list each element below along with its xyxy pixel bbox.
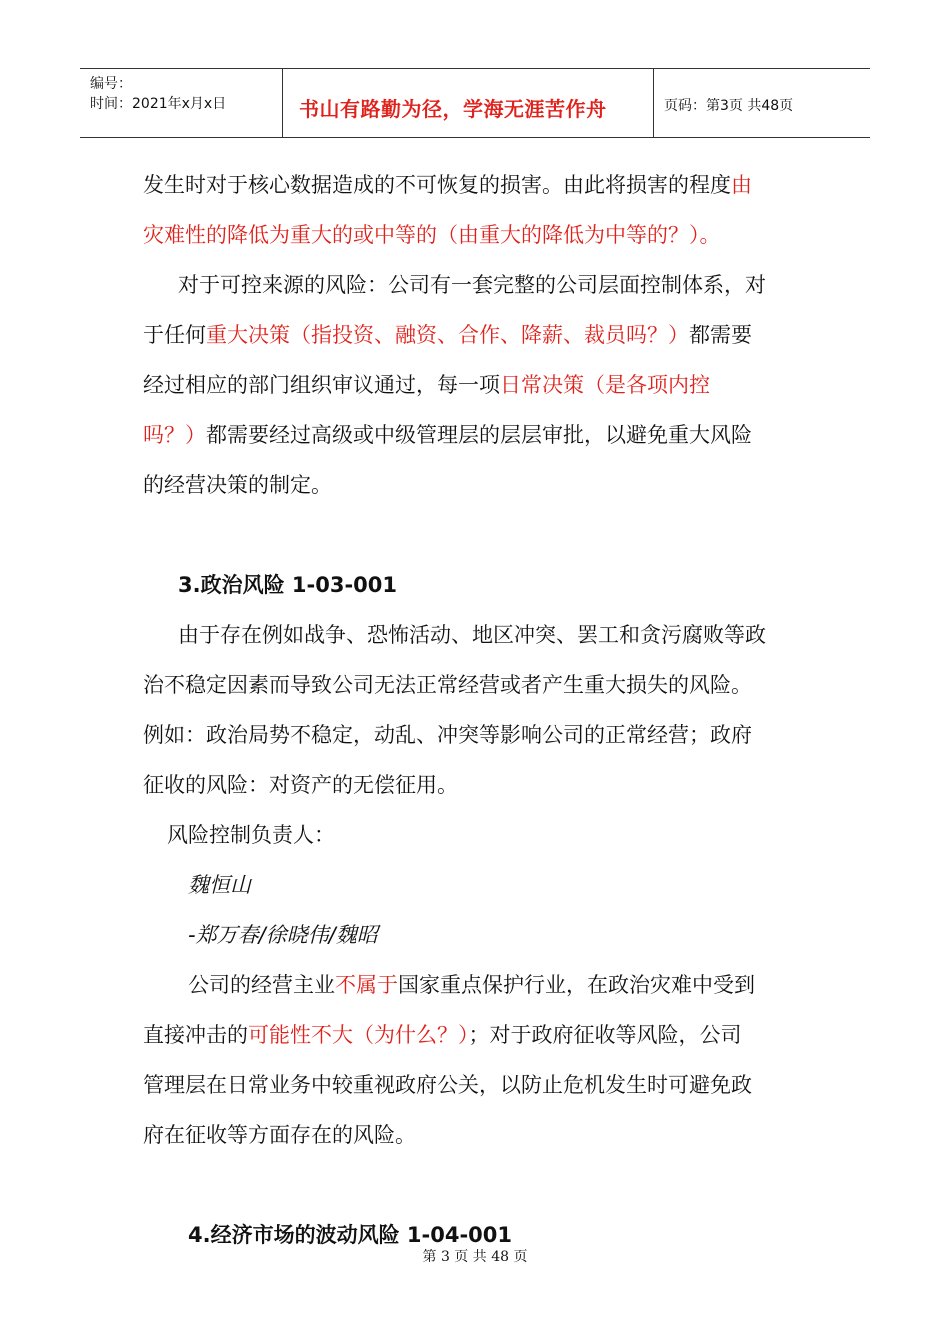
header-motto-cell [283,69,654,137]
paragraph-line: 的经营决策的制定。 [143,473,332,497]
section-heading: 4.经济市场的波动风险 1-04-001 [188,1223,513,1247]
owner-label: 风险控制负责人： [167,823,335,847]
highlight-text: 日常决策（是各项内控 [500,373,710,397]
paragraph-line: 管理层在日常业务中较重视政府公关，以防止危机发生时可避免政 [143,1073,752,1097]
number-label: 编号： [90,76,132,92]
section-heading: 3.政治风险 1-03-001 [178,573,398,597]
paragraph-line: 由于存在例如战争、恐怖活动、地区冲突、罢工和贪污腐败等政 [178,623,766,647]
paragraph-line: 直接冲击的可能性不大（为什么？）；对于政府征收等风险，公司 [143,1023,742,1047]
highlight-text: 不属于 [335,973,398,997]
highlight-text: 吗？） [143,423,206,447]
page-info: 页码：第3页 共48页 [664,98,794,114]
page-header [80,68,870,138]
document-body [143,160,823,1260]
paragraph-line: 经过相应的部门组织审议通过，每一项日常决策（是各项内控 [143,373,710,397]
paragraph-line: 对于可控来源的风险：公司有一套完整的公司层面控制体系，对 [178,273,766,297]
owner-names: -郑万春/徐晓伟/魏昭 [188,923,378,947]
highlight-text: 由 [731,173,752,197]
paragraph-line: 于任何重大决策（指投资、融资、合作、降薪、裁员吗？）都需要 [143,323,752,347]
header-meta-cell [80,69,283,137]
paragraph-line: 灾难性的降低为重大的或中等的（由重大的降低为中等的？）。 [143,223,721,247]
paragraph-line: 发生时对于核心数据造成的不可恢复的损害。由此将损害的程度由 [143,173,752,197]
paragraph-line: 例如：政治局势不稳定，动乱、冲突等影响公司的正常经营；政府 [143,723,752,747]
highlight-text: 可能性不大（为什么？） [248,1023,469,1047]
paragraph-line: 征收的风险：对资产的无偿征用。 [143,773,458,797]
paragraph-line: 吗？）都需要经过高级或中级管理层的层层审批，以避免重大风险 [143,423,752,447]
paragraph-line: 治不稳定因素而导致公司无法正常经营或者产生重大损失的风险。 [143,673,752,697]
highlight-text: 重大决策（指投资、融资、合作、降薪、裁员吗？） [206,323,689,347]
motto: 书山有路勤为径，学海无涯苦作舟 [299,97,607,121]
owner-name: 魏恒山 [188,873,251,897]
header-page-cell [654,69,870,137]
paragraph-line: 府在征收等方面存在的风险。 [143,1123,416,1147]
time-label: 时间：2021年x月x日 [90,96,227,112]
paragraph-line: 公司的经营主业不属于国家重点保护行业，在政治灾难中受到 [188,973,755,997]
page-footer: 第 3 页 共 48 页 [422,1249,528,1265]
